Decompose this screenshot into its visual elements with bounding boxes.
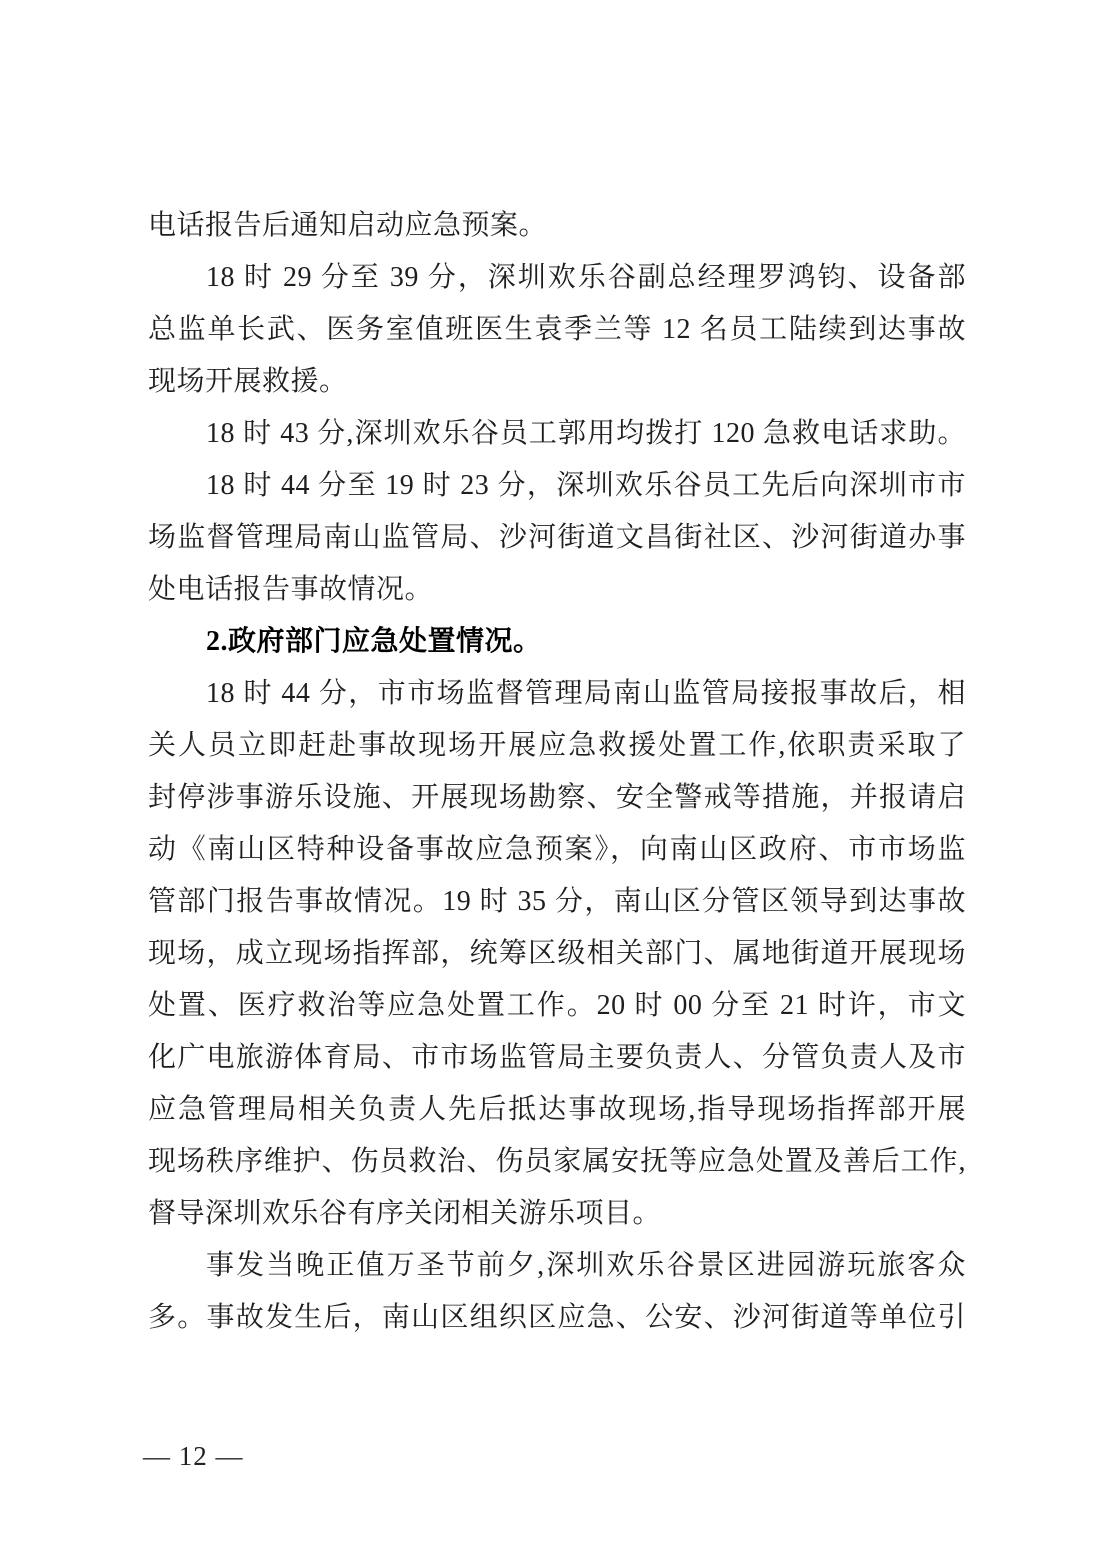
text-line: 场监督管理局南山监管局、沙河街道文昌街社区、沙河街道办事 <box>148 522 966 553</box>
page-number: — 12 — <box>143 1441 244 1471</box>
text-line: 动《南山区特种设备事故应急预案》，向南山区政府、市市场监 <box>148 834 966 865</box>
text-line: 关人员立即赶赴事故现场开展应急救援处置工作,依职责采取了 <box>148 730 966 761</box>
text-line: 18 时 29 分至 39 分，深圳欢乐谷副总经理罗鸿钧、设备部 <box>206 262 966 293</box>
text-line: 处置、医疗救治等应急处置工作。20 时 00 分至 21 时许，市文 <box>148 990 966 1021</box>
body-text <box>148 200 966 1344</box>
text-line: 化广电旅游体育局、市市场监管局主要负责人、分管负责人及市 <box>148 1042 966 1073</box>
text-line: 封停涉事游乐设施、开展现场勘察、安全警戒等措施，并报请启 <box>148 782 966 813</box>
text-line: 多。事故发生后，南山区组织区应急、公安、沙河街道等单位引 <box>148 1302 966 1333</box>
text-line: 现场，成立现场指挥部，统筹区级相关部门、属地街道开展现场 <box>148 938 966 969</box>
text-line: 应急管理局相关负责人先后抵达事故现场,指导现场指挥部开展 <box>148 1094 966 1125</box>
text-line: 18 时 44 分，市市场监督管理局南山监管局接报事故后，相 <box>206 678 966 709</box>
text-line: 督导深圳欢乐谷有序关闭相关游乐项目。 <box>148 1198 662 1229</box>
text-line: 18 时 44 分至 19 时 23 分，深圳欢乐谷员工先后向深圳市市 <box>206 470 966 501</box>
section-heading: 2.政府部门应急处置情况。 <box>206 626 542 657</box>
text-line: 管部门报告事故情况。19 时 35 分，南山区分管区领导到达事故 <box>148 886 966 917</box>
text-line: 处电话报告事故情况。 <box>148 574 434 605</box>
text-line: 事发当晚正值万圣节前夕,深圳欢乐谷景区进园游玩旅客众 <box>206 1250 966 1281</box>
text-line: 现场秩序维护、伤员救治、伤员家属安抚等应急处置及善后工作, <box>148 1146 966 1177</box>
text-line: 电话报告后通知启动应急预案。 <box>148 210 548 241</box>
text-line: 18 时 43 分,深圳欢乐谷员工郭用均拨打 120 急救电话求助。 <box>206 418 966 449</box>
text-line: 现场开展救援。 <box>148 366 348 397</box>
text-line: 总监单长武、医务室值班医生袁季兰等 12 名员工陆续到达事故 <box>148 314 966 345</box>
